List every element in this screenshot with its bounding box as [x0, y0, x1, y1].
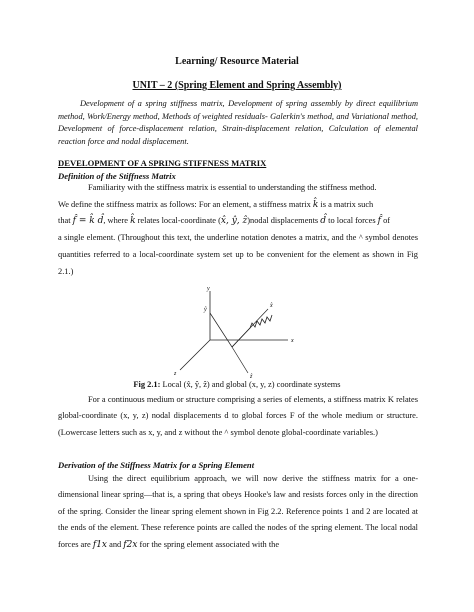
para2-line2: [58, 213, 418, 230]
and-text: and: [109, 539, 122, 549]
para-spring: [58, 471, 418, 553]
global-z-axis: [180, 340, 210, 370]
para2-rest: a single element. (Throughout this text, the underline notation denotes a matrix, and the ^ symbol denotes quantities referred to a local-coordinate system set up to be convenient for the element as shown in Fig 2.1.): [58, 233, 418, 276]
section-heading: DEVELOPMENT OF A SPRING STIFFNESS MATRIX: [58, 158, 267, 168]
spring-element: [250, 315, 272, 328]
label-z-hat: ẑ: [250, 374, 253, 380]
spring-lead: [232, 328, 250, 347]
subsection-heading: Definition of the Stiffness Matrix: [58, 171, 176, 181]
para2-line1: [58, 197, 418, 214]
para2-f: )nodal displacements: [247, 216, 319, 226]
local-y-axis: [210, 313, 232, 347]
para2-g: to local forces: [328, 216, 376, 226]
label-x: x: [291, 338, 294, 344]
equation-f-kd: f̂ = k̂ d̂: [72, 216, 104, 227]
local-coords: x̂, ŷ, ẑ: [220, 216, 248, 227]
k-hat-symbol-2: k̂: [130, 216, 136, 227]
caption-text: Local (x̂, ŷ, ẑ) and global (x, y, z) coordinate systems: [162, 380, 341, 389]
abstract-text: Development of a spring stiffness matrix, Development of spring assembly by direct equilibrium method, Work/Energy method, Methods of weighted residuals- Galerkin's method, and Variational method, Development of force-displacement relation, Strain-displacement relation, Calculation of elemental reaction force and nodal displacement.: [58, 99, 418, 146]
label-y: y: [207, 286, 210, 292]
para-spring-text: Using the direct equilibrium approach, we will now derive the stiffness matrix for a one-dimensional linear spring—that is, a spring that obeys Hooke's law and resists forces only in the direction of the spring. Consider the linear spring element shown in Fig 2.2. Reference points 1 and 2 are located at the ends of the element. These reference points are called the nodes of the spring element. The local nodal forces are: [58, 474, 418, 549]
k-hat-symbol: k̂: [312, 199, 319, 210]
abstract: [58, 98, 418, 148]
paragraph-stiffness-definition: [58, 180, 418, 280]
figure-caption: [0, 380, 474, 389]
para-global: For a continuous medium or structure comprising a series of elements, a stiffness matrix K relates global-coordinate (x, y, z) nodal displacements d to global forces F of the whole medium or structure. (Lowercase letters such as x, y, and z without the ^ symbol denote global-coordinate variables.): [58, 395, 418, 437]
f2x-symbol: f2x: [123, 539, 138, 550]
local-z-axis: [232, 347, 248, 373]
label-x-hat: x̂: [270, 303, 273, 309]
para2-a: We define the stiffness matrix as follows: For an element, a stiffness matrix: [58, 199, 311, 209]
para2-h: of: [383, 216, 391, 226]
d-hat-symbol: d̂: [320, 216, 327, 227]
para2-d: , where: [103, 216, 128, 226]
label-z: z: [174, 371, 177, 377]
paragraph-spring-derivation: [58, 471, 418, 553]
para2-b: is a matrix such: [320, 199, 374, 209]
unit-title: UNIT – 2 (Spring Element and Spring Assembly): [132, 80, 342, 91]
f1x-symbol: f1x: [92, 539, 108, 550]
paragraph-global-stiffness: [58, 392, 418, 441]
para-spring-end: for the spring element associated with the: [139, 539, 280, 549]
para2-c: that: [58, 216, 71, 226]
f-hat-symbol: f̂: [377, 216, 382, 227]
caption-label: Fig 2.1:: [133, 380, 161, 389]
para1: Familiarity with the stiffness matrix is essential to understanding the stiffness method.: [88, 183, 377, 192]
label-y-hat: ŷ: [204, 307, 207, 313]
para2-e: relates local-coordinate (: [137, 216, 221, 226]
coordinate-system-figure: [170, 285, 310, 380]
document-title: Learning/ Resource Material: [175, 56, 299, 67]
subsection-heading-spring: Derivation of the Stiffness Matrix for a Spring Element: [58, 460, 255, 470]
